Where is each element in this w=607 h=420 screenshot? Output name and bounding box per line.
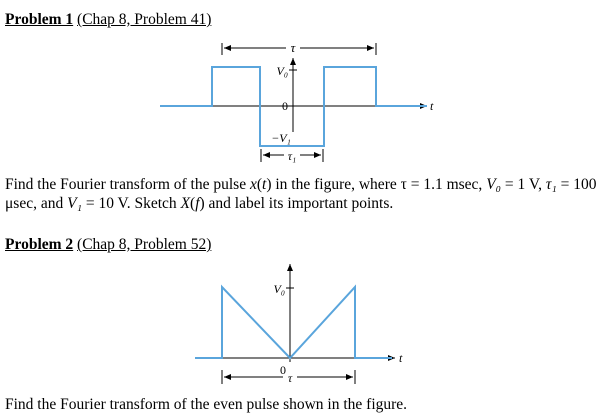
t-axis-label-2: t xyxy=(399,351,403,365)
zero-label-2: 0 xyxy=(280,363,286,377)
v0-label: V₀ xyxy=(276,64,288,78)
even-pulse-signal xyxy=(195,287,392,358)
tau-label: τ xyxy=(290,40,296,55)
problem1-figure xyxy=(0,0,607,170)
neg-v1-label: −V₁ xyxy=(271,131,291,145)
tau1-label: τ₁ xyxy=(287,149,297,163)
problem2-number: Problem 2 xyxy=(5,236,74,253)
v0-label-2: V₀ xyxy=(273,282,285,296)
problem2-text: Find the Fourier transform of the even pulse shown in the figure. xyxy=(5,396,408,413)
problem1-reference: (Chap 8, Problem 41) xyxy=(77,11,212,28)
problem2-figure xyxy=(0,250,607,390)
problem1-number: Problem 1 xyxy=(5,11,74,28)
tau-label-2: τ xyxy=(287,371,293,385)
t-axis-label: t xyxy=(430,99,434,113)
zero-label: 0 xyxy=(282,99,288,113)
problem1-text: Find the Fourier transform of the pulse x(t) in the figure, where τ = 1.1 msec, V₀ = 1 V, τ₁ = 100 μsec, and V₁ = 10 V. Sketch X(f) and label its important points. xyxy=(5,176,597,212)
tau-dimension-2 xyxy=(222,370,355,385)
tau1-dimension xyxy=(261,149,323,163)
problem2-reference: (Chap 8, Problem 52) xyxy=(77,236,212,253)
tau-dimension xyxy=(222,40,376,55)
